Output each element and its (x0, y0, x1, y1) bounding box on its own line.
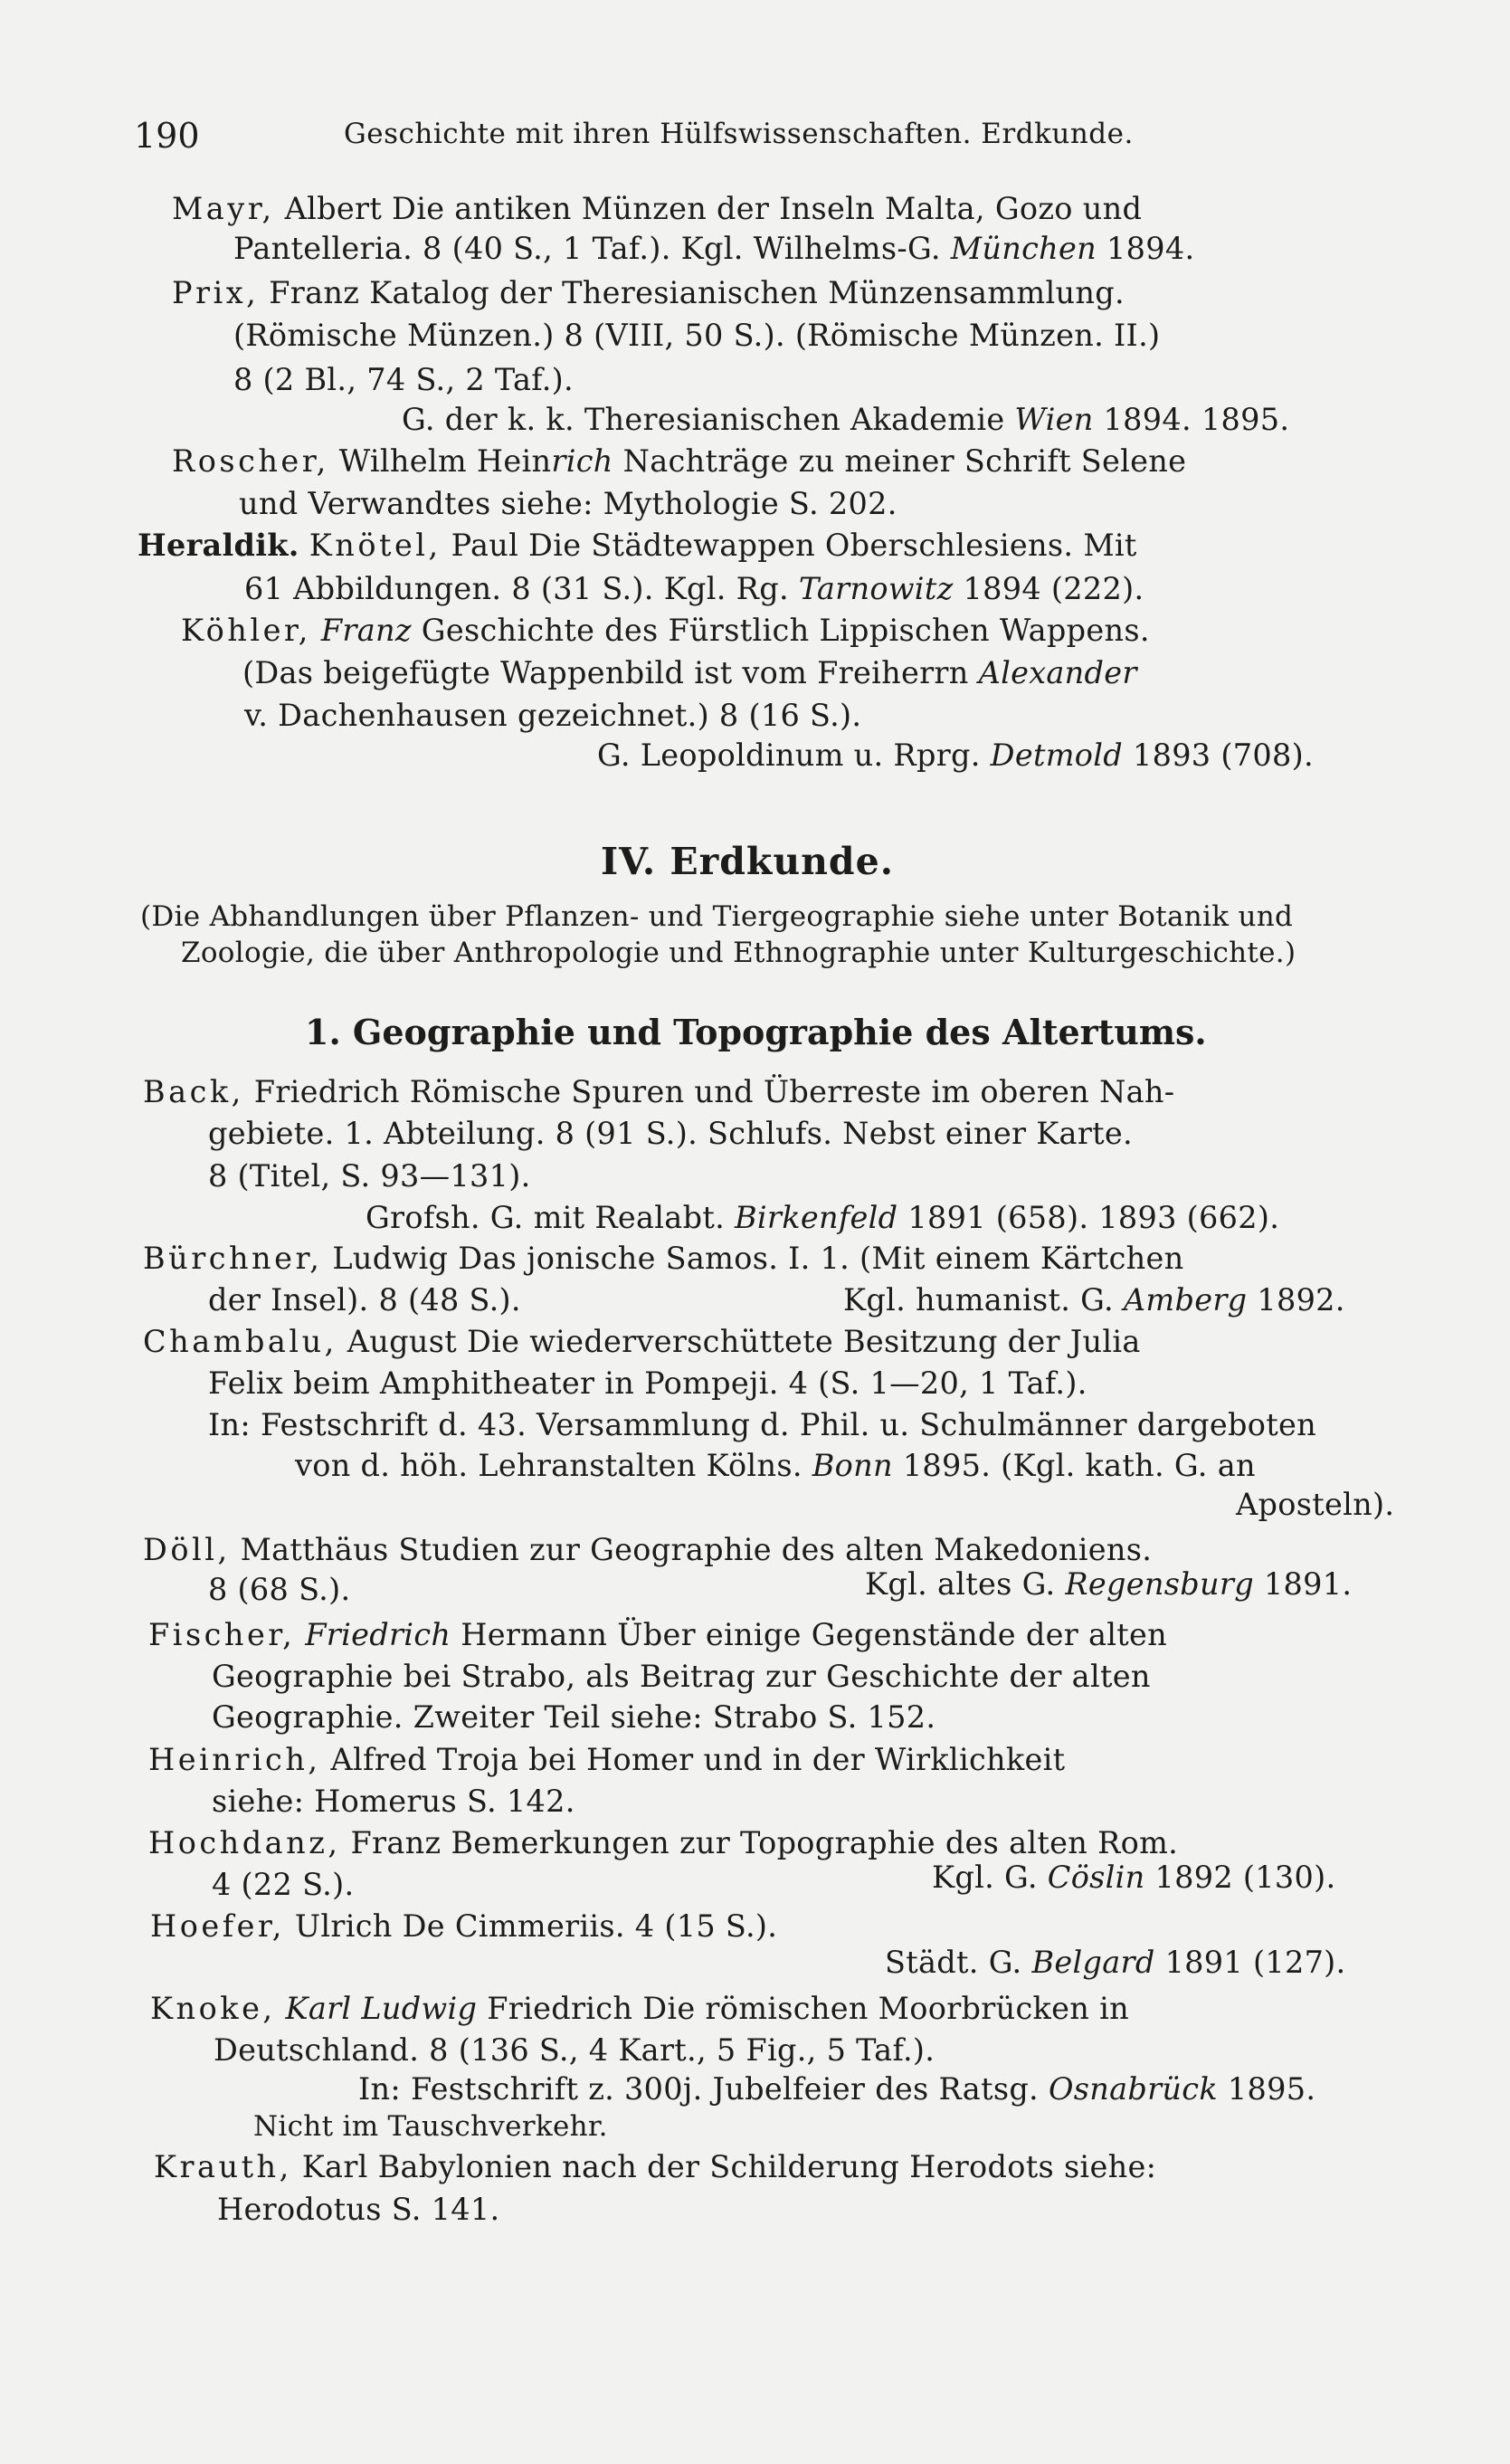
entry-burchner-line1: Bürchner, Ludwig Das jonische Samos. I. 1. (Mit einem Kärtchen (143, 1241, 1184, 1276)
entry-kohler-line3: v. Dachenhausen gezeichnet.) 8 (16 S.). (244, 698, 862, 733)
entry-burchner-line2-right: Kgl. humanist. G. Amberg 1892. (843, 1282, 1345, 1318)
section-note-line2: Zoologie, die über Anthropologie und Ethnographie unter Kulturgeschichte.) (181, 937, 1296, 969)
author-name: Chambalu, (143, 1324, 337, 1359)
entry-prix-line4: G. der k. k. Theresianischen Akademie Wien 1894. 1895. (402, 402, 1290, 437)
place: Bonn (812, 1448, 893, 1483)
author-name: Hochdanz, (148, 1825, 341, 1860)
entry-knotel-line2: 61 Abbildungen. 8 (31 S.). Kgl. Rg. Tarnowitz 1894 (222). (244, 571, 1144, 606)
place: Detmold (990, 737, 1124, 773)
entry-kohler-line1: Köhler, Franz Geschichte des Fürstlich Lippischen Wappens. (181, 613, 1150, 648)
entry-hochdanz-line2: 4 (22 S.). (212, 1867, 355, 1902)
author-name: Köhler, (181, 613, 311, 648)
author-name: Mayr, (172, 191, 275, 226)
page-header (134, 116, 1374, 166)
entry-hochdanz-line2-right: Kgl. G. Cöslin 1892 (130). (932, 1860, 1336, 1895)
entry-knoke-line3: In: Festschrift z. 300j. Jubelfeier des Ratsg. Osnabrück 1895. (358, 2071, 1316, 2107)
entry-knoke-line2: Deutschland. 8 (136 S., 4 Kart., 5 Fig., 5 Taf.). (214, 2032, 935, 2068)
entry-heinrich-line1: Heinrich, Alfred Troja bei Homer und in der Wirklichkeit (148, 1742, 1066, 1777)
place: Birkenfeld (734, 1200, 898, 1235)
entry-heinrich-line2: siehe: Homerus S. 142. (212, 1784, 575, 1819)
author-name: Back, (143, 1074, 244, 1109)
entry-krauth-line1: Krauth, Karl Babylonien nach der Schilderung Herodots siehe: (154, 2149, 1157, 2184)
place: Osnabrück (1048, 2071, 1218, 2107)
entry-back-line4: Grofsh. G. mit Realabt. Birkenfeld 1891 (658). 1893 (662). (366, 1200, 1280, 1235)
author-name: Knoke, (150, 1991, 276, 2026)
place: Wien (1014, 402, 1094, 437)
entry-back-line1: Back, Friedrich Römische Spuren und Überreste im oberen Nah- (143, 1074, 1175, 1109)
entry-back-line2: gebiete. 1. Abteilung. 8 (91 S.). Schlufs. Nebst einer Karte. (208, 1116, 1133, 1151)
entry-fischer-line2: Geographie bei Strabo, als Beitrag zur Geschichte der alten (212, 1659, 1151, 1694)
author-name: Roscher, (172, 443, 329, 479)
entry-knoke-line4: Nicht im Tauschverkehr. (253, 2110, 608, 2143)
entry-kohler-line2: (Das beigefügte Wappenbild ist vom Freiherrn Alexander (242, 655, 1137, 690)
place: Belgard (1031, 1945, 1155, 1980)
entry-doll-line2-right: Kgl. altes G. Regensburg 1891. (865, 1566, 1353, 1602)
entry-chambalu-line2: Felix beim Amphitheater in Pompeji. 4 (S. 1—20, 1 Taf.). (208, 1365, 1087, 1401)
author-name: Krauth, (154, 2149, 292, 2184)
entry-mayr-line1: Mayr, Albert Die antiken Münzen der Inseln Malta, Gozo und (172, 191, 1143, 226)
entry-hoefer-line2: Städt. G. Belgard 1891 (127). (885, 1945, 1346, 1980)
place: Cöslin (1047, 1860, 1145, 1895)
place: Amberg (1123, 1282, 1248, 1318)
entry-back-line3: 8 (Titel, S. 93—131). (208, 1158, 531, 1194)
entry-burchner-line2: der Insel). 8 (48 S.). (208, 1282, 521, 1318)
place: Regensburg (1065, 1566, 1254, 1602)
entry-prix-line3: 8 (2 Bl., 74 S., 2 Taf.). (233, 362, 574, 397)
entry-fischer-line1: Fischer, Friedrich Hermann Über einige Gegenstände der alten (148, 1617, 1168, 1652)
author-name: Knötel, (309, 528, 442, 563)
author-name: Prix, (172, 275, 260, 310)
entry-prix-line1: Prix, Franz Katalog der Theresianischen Münzensammlung. (172, 275, 1125, 310)
entry-hochdanz-line1: Hochdanz, Franz Bemerkungen zur Topographie des alten Rom. (148, 1825, 1179, 1860)
entry-fischer-line3: Geographie. Zweiter Teil siehe: Strabo S. 152. (212, 1699, 936, 1735)
entry-roscher-line2: und Verwandtes siehe: Mythologie S. 202. (239, 486, 897, 521)
subsection-heading: 1. Geographie und Topographie des Altertums. (305, 1012, 1207, 1052)
section-title: Erdkunde. (670, 840, 894, 883)
entry-doll-line1: Döll, Matthäus Studien zur Geographie des alten Makedoniens. (143, 1532, 1153, 1567)
entry-chambalu-line3: In: Festschrift d. 43. Versammlung d. Phil. u. Schulmänner dargeboten (208, 1407, 1316, 1442)
entry-hoefer-line1: Hoefer, Ulrich De Cimmeriis. 4 (15 S.). (150, 1908, 778, 1944)
entry-chambalu-line5: Aposteln). (1236, 1487, 1395, 1522)
entry-krauth-line2: Herodotus S. 141. (217, 2192, 500, 2227)
section-heading (601, 840, 894, 883)
subject-label: Heraldik. (138, 528, 299, 563)
entry-doll-line2: 8 (68 S.). (208, 1572, 351, 1607)
entry-chambalu-line1: Chambalu, August Die wiederverschüttete Besitzung der Julia (143, 1324, 1141, 1359)
section-note-line1: (Die Abhandlungen über Pflanzen- und Tiergeographie siehe unter Botanik und (140, 900, 1294, 933)
place: Tarnowitz (798, 571, 954, 606)
entry-kohler-line4: G. Leopoldinum u. Rprg. Detmold 1893 (708). (597, 737, 1314, 773)
entry-roscher-line1: Roscher, Wilhelm Heinrich Nachträge zu meiner Schrift Selene (172, 443, 1187, 479)
author-name: Döll, (143, 1532, 231, 1567)
author-name: Bürchner, (143, 1241, 323, 1276)
entry-knotel-line1: Heraldik. Knötel, Paul Die Städtewappen Oberschlesiens. Mit (138, 528, 1137, 563)
page-number: 190 (134, 116, 200, 156)
author-name: Hoefer, (150, 1908, 285, 1944)
entry-chambalu-line4: von d. höh. Lehranstalten Kölns. Bonn 1895. (Kgl. kath. G. an (295, 1448, 1256, 1483)
entry-mayr-line2: Pantelleria. 8 (40 S., 1 Taf.). Kgl. Wilhelms-G. München 1894. (233, 231, 1195, 266)
place: München (950, 231, 1097, 266)
author-name: Heinrich, (148, 1742, 321, 1777)
entry-knoke-line1: Knoke, Karl Ludwig Friedrich Die römischen Moorbrücken in (150, 1991, 1129, 2026)
author-name: Fischer, (148, 1617, 296, 1652)
running-title: Geschichte mit ihren Hülfswissenschaften. Erdkunde. (344, 118, 1134, 150)
entry-prix-line2: (Römische Münzen.) 8 (VIII, 50 S.). (Römische Münzen. II.) (233, 318, 1161, 353)
section-number: IV. (601, 840, 657, 883)
